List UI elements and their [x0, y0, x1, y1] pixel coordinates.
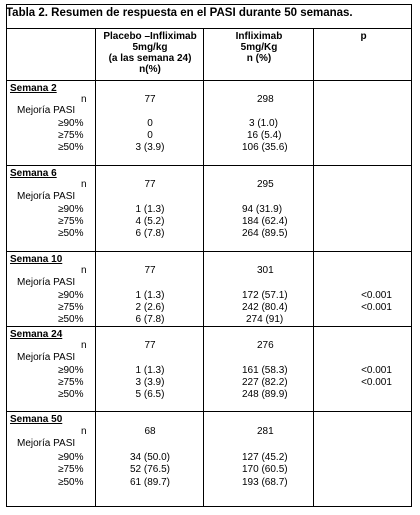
infliximab-50: 274 (91)	[246, 314, 284, 325]
col-divider-2	[203, 28, 204, 507]
infliximab-90: 127 (45.2)	[242, 452, 288, 463]
infliximab-n: 301	[257, 265, 274, 276]
infliximab-50: 248 (89.9)	[242, 389, 288, 400]
infliximab-n: 295	[257, 179, 274, 190]
section-title: Semana 2	[10, 83, 57, 94]
placebo-50: 6 (7.8)	[135, 314, 165, 325]
rule-section-4	[6, 326, 412, 327]
placebo-50: 3 (3.9)	[135, 142, 165, 153]
placebo-n: 77	[144, 340, 156, 351]
label-75: ≥75%	[58, 216, 84, 227]
label-n: n	[81, 94, 87, 105]
label-mejoria: Mejoría PASI	[17, 438, 76, 449]
label-50: ≥50%	[58, 142, 84, 153]
header-infliximab-line1: Infliximab	[235, 31, 283, 42]
label-50: ≥50%	[58, 389, 84, 400]
label-mejoria: Mejoría PASI	[17, 277, 76, 288]
label-50: ≥50%	[58, 314, 84, 325]
label-75: ≥75%	[58, 130, 84, 141]
rule-section-3	[6, 251, 412, 252]
section-title: Semana 10	[10, 254, 63, 265]
label-90: ≥90%	[58, 452, 84, 463]
infliximab-50: 264 (89.5)	[242, 228, 288, 239]
label-mejoria: Mejoría PASI	[17, 105, 76, 116]
header-infliximab-line3: n (%)	[246, 53, 272, 64]
placebo-75: 52 (76.5)	[129, 464, 171, 475]
infliximab-90: 172 (57.1)	[242, 290, 288, 301]
label-50: ≥50%	[58, 228, 84, 239]
label-90: ≥90%	[58, 204, 84, 215]
infliximab-90: 3 (1.0)	[249, 118, 278, 129]
infliximab-90: 94 (31.9)	[242, 204, 283, 215]
placebo-90: 0	[147, 118, 153, 129]
label-75: ≥75%	[58, 302, 84, 313]
infliximab-75: 227 (82.2)	[242, 377, 288, 388]
placebo-75: 4 (5.2)	[135, 216, 165, 227]
placebo-n: 68	[144, 426, 156, 437]
label-75: ≥75%	[58, 464, 84, 475]
label-75: ≥75%	[58, 377, 84, 388]
label-90: ≥90%	[58, 118, 84, 129]
placebo-75: 2 (2.6)	[135, 302, 165, 313]
header-placebo-line4: n(%)	[139, 64, 161, 75]
placebo-90: 1 (1.3)	[135, 204, 165, 215]
label-50: ≥50%	[58, 477, 84, 488]
rule-section-5	[6, 411, 412, 412]
section-title: Semana 50	[10, 414, 63, 425]
section-title: Semana 6	[10, 168, 57, 179]
table-title: Tabla 2. Resumen de respuesta en el PASI durante 50 semanas.	[6, 7, 353, 19]
label-90: ≥90%	[58, 290, 84, 301]
infliximab-50: 106 (35.6)	[242, 142, 288, 153]
header-infliximab	[205, 31, 313, 64]
infliximab-75: 16 (5.4)	[247, 130, 282, 141]
rule-under-header	[6, 80, 412, 81]
infliximab-90: 161 (58.3)	[242, 365, 288, 376]
infliximab-75: 184 (62.4)	[242, 216, 288, 227]
placebo-n: 77	[144, 265, 156, 276]
p-value-75: <0.001	[361, 377, 392, 388]
placebo-n: 77	[144, 94, 156, 105]
placebo-75: 3 (3.9)	[135, 377, 165, 388]
label-mejoria: Mejoría PASI	[17, 352, 76, 363]
label-n: n	[81, 340, 87, 351]
header-p: p	[360, 31, 367, 42]
placebo-n: 77	[144, 179, 156, 190]
p-value-90: <0.001	[361, 290, 392, 301]
infliximab-75: 170 (60.5)	[242, 464, 288, 475]
rule-under-title	[6, 28, 412, 29]
header-placebo	[97, 31, 203, 75]
placebo-90: 1 (1.3)	[135, 365, 165, 376]
header-placebo-line1: Placebo –Infliximab	[103, 31, 197, 42]
infliximab-n: 298	[257, 94, 274, 105]
section-title: Semana 24	[10, 329, 63, 340]
header-infliximab-line2: 5mg/Kg	[240, 42, 278, 53]
infliximab-50: 193 (68.7)	[242, 477, 288, 488]
placebo-90: 34 (50.0)	[129, 452, 171, 463]
label-n: n	[81, 426, 87, 437]
placebo-75: 0	[147, 130, 153, 141]
label-90: ≥90%	[58, 365, 84, 376]
infliximab-n: 276	[257, 340, 274, 351]
label-mejoria: Mejoría PASI	[17, 191, 76, 202]
p-value-90: <0.001	[361, 365, 392, 376]
placebo-90: 1 (1.3)	[135, 290, 165, 301]
infliximab-n: 281	[257, 426, 274, 437]
header-placebo-line2: 5mg/kg	[132, 42, 168, 53]
col-divider-1	[95, 28, 96, 507]
label-n: n	[81, 179, 87, 190]
placebo-50: 61 (89.7)	[129, 477, 171, 488]
rule-section-2	[6, 165, 412, 166]
placebo-50: 5 (6.5)	[135, 389, 165, 400]
infliximab-75: 242 (80.4)	[242, 302, 288, 313]
placebo-50: 6 (7.8)	[135, 228, 165, 239]
header-placebo-line3: (a las semana 24)	[108, 53, 192, 64]
label-n: n	[81, 265, 87, 276]
p-value-75: <0.001	[361, 302, 392, 313]
